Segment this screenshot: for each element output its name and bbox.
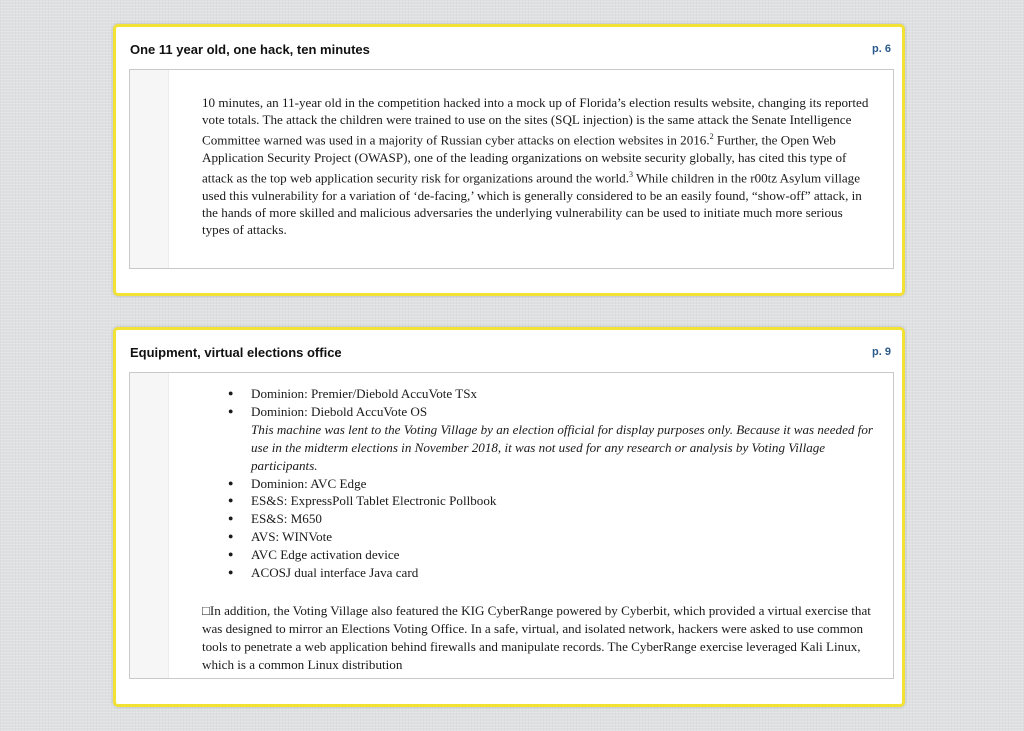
snippet-text-start: 10 minutes, an 11-year old in the competition hacked into a mock up of Florida’s election results website, changing its reported vote totals. The attack the children were trained to use on the sites (SQL injection) is the same attack the Senate Intelligence Committee warned was used in a majority of Russian cyber attacks on election websites in 2016. bbox=[202, 95, 869, 148]
list-item: ● ES&S: M650 bbox=[215, 510, 875, 528]
list-item: ● Dominion: AVC Edge bbox=[215, 475, 875, 493]
equipment-list bbox=[215, 385, 875, 582]
snippet-paragraph: □In addition, the Voting Village also featured the KIG CyberRange powered by Cyberbit, which provided a virtual exercise that was designed to mirror an Elections Voting Office. In a safe, virtual, and isolated network, hackers were asked to use common tools to penetrate a web application behind firewalls and manipulate records. The CyberRange exercise leveraged Kali Linux, which is a common Linux distribution bbox=[202, 603, 871, 672]
snippet-text-middle: Further, the Open Web Application Security Project (OWASP), one of the leading organizations on website security globally, has cited this type of attack as the top web application security risk for organizations around the world. bbox=[202, 132, 847, 186]
list-item: ● ACOSJ dual interface Java card bbox=[215, 564, 875, 582]
search-result-card bbox=[113, 327, 905, 707]
footnote-marker: 2 bbox=[709, 132, 714, 142]
list-item: ● AVS: WINVote bbox=[215, 528, 875, 546]
page-link[interactable]: p. 6 bbox=[872, 43, 891, 55]
document-snippet bbox=[129, 372, 894, 679]
snippet-paragraph bbox=[202, 94, 870, 238]
list-item: ● ES&S: ExpressPoll Tablet Electronic Pollbook bbox=[215, 492, 875, 510]
list-item: ● Dominion: Premier/Diebold AccuVote TSx bbox=[215, 385, 875, 403]
list-item: ● Dominion: Diebold AccuVote OS This machine was lent to the Voting Village by an election official for display purposes only. Because it was needed for use in the midterm elections in November 2018, it was not used for any research or analysis by Voting Village participants. bbox=[215, 403, 875, 475]
page-link[interactable]: p. 9 bbox=[872, 346, 891, 358]
document-snippet bbox=[129, 69, 894, 269]
result-title: Equipment, virtual elections office bbox=[130, 345, 342, 360]
result-title: One 11 year old, one hack, ten minutes bbox=[130, 42, 370, 57]
list-item: ● AVC Edge activation device bbox=[215, 546, 875, 564]
footnote-marker: 3 bbox=[629, 170, 633, 180]
item-note: This machine was lent to the Voting Village by an election official for display purposes only. Because it was needed for use in the midterm elections in November 2018, it was not used for any research or analysis by Voting Village participants. bbox=[251, 421, 873, 473]
snippet-gutter bbox=[130, 373, 169, 678]
snippet-gutter bbox=[130, 70, 169, 268]
search-result-card bbox=[113, 24, 905, 296]
snippet-text-end: While children in the r00tz Asylum village used this vulnerability for a variation of ‘de-facing,’ which is generally considered to be an easily found, “show-off” attack, in the hands of more skilled and malicious adversaries the underlying vulnerability can be used to initiate much more serious types of attacks. bbox=[202, 170, 862, 238]
